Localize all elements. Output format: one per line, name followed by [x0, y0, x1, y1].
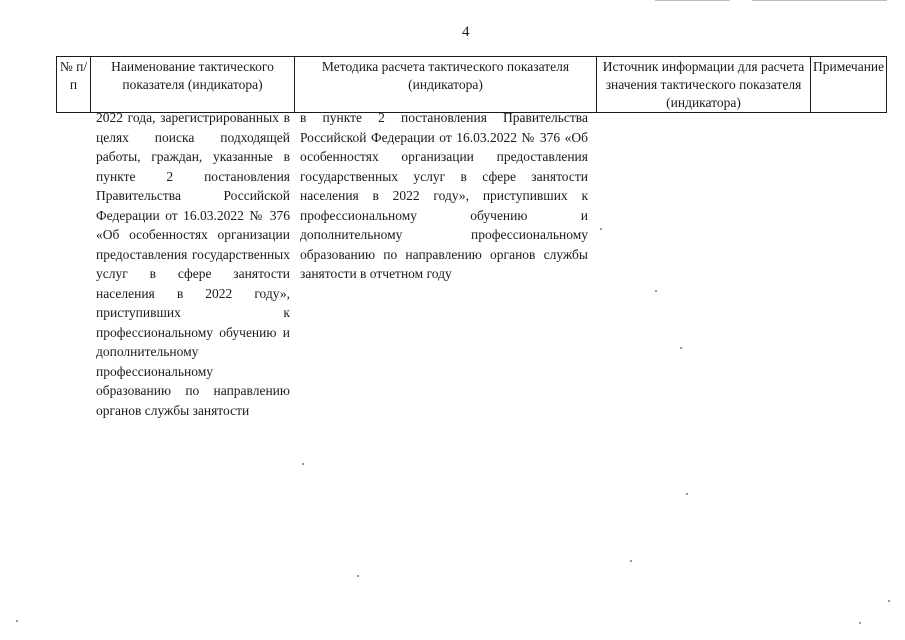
scan-speck [859, 622, 861, 624]
header-note: Примечание [811, 57, 887, 113]
scan-speck [16, 620, 18, 622]
scan-speck [686, 493, 688, 495]
header-information-source: Источник информации для расчета значения тактического показателя (индикатора) [597, 57, 811, 113]
page-number: 4 [462, 24, 470, 40]
scan-speck [680, 347, 682, 349]
indicator-table-header [56, 56, 887, 113]
header-indicator-name: Наименование тактического показателя (индикатора) [91, 57, 295, 113]
scan-speck [655, 290, 657, 292]
calculation-method-text: в пункте 2 постановления Правительства Российской Федерации от 16.03.2022 № 376 «Об особенностях организации предоставления государственных услуг в сфере занятости населения в 2022 году», приступивших к профессиональному обучению и дополнительному профессиональному образованию по направлению органов службы занятости в отчетном году [300, 110, 588, 281]
header-num: № п/п [57, 57, 91, 113]
top-edge-line-right [752, 0, 887, 1]
indicator-name-text: 2022 года, зарегистрированных в целях поиска подходящей работы, граждан, указанные в пункте 2 постановления Правительства Российской Федерации от 16.03.2022 № 376 «Об особенностях организации предоставления государственных услуг в сфере занятости населения в 2022 году», приступивших к профессиональному обучению и дополнительному профессиональному образованию по направлению органов службы занятости [96, 110, 290, 418]
scan-speck [630, 560, 632, 562]
header-calculation-method: Методика расчета тактического показателя (индикатора) [295, 57, 597, 113]
table-header-row [57, 57, 887, 113]
top-edge-line-left [655, 0, 730, 1]
scan-speck [600, 228, 602, 230]
scan-speck [357, 575, 359, 577]
scan-speck [302, 463, 304, 465]
scan-speck [888, 600, 890, 602]
